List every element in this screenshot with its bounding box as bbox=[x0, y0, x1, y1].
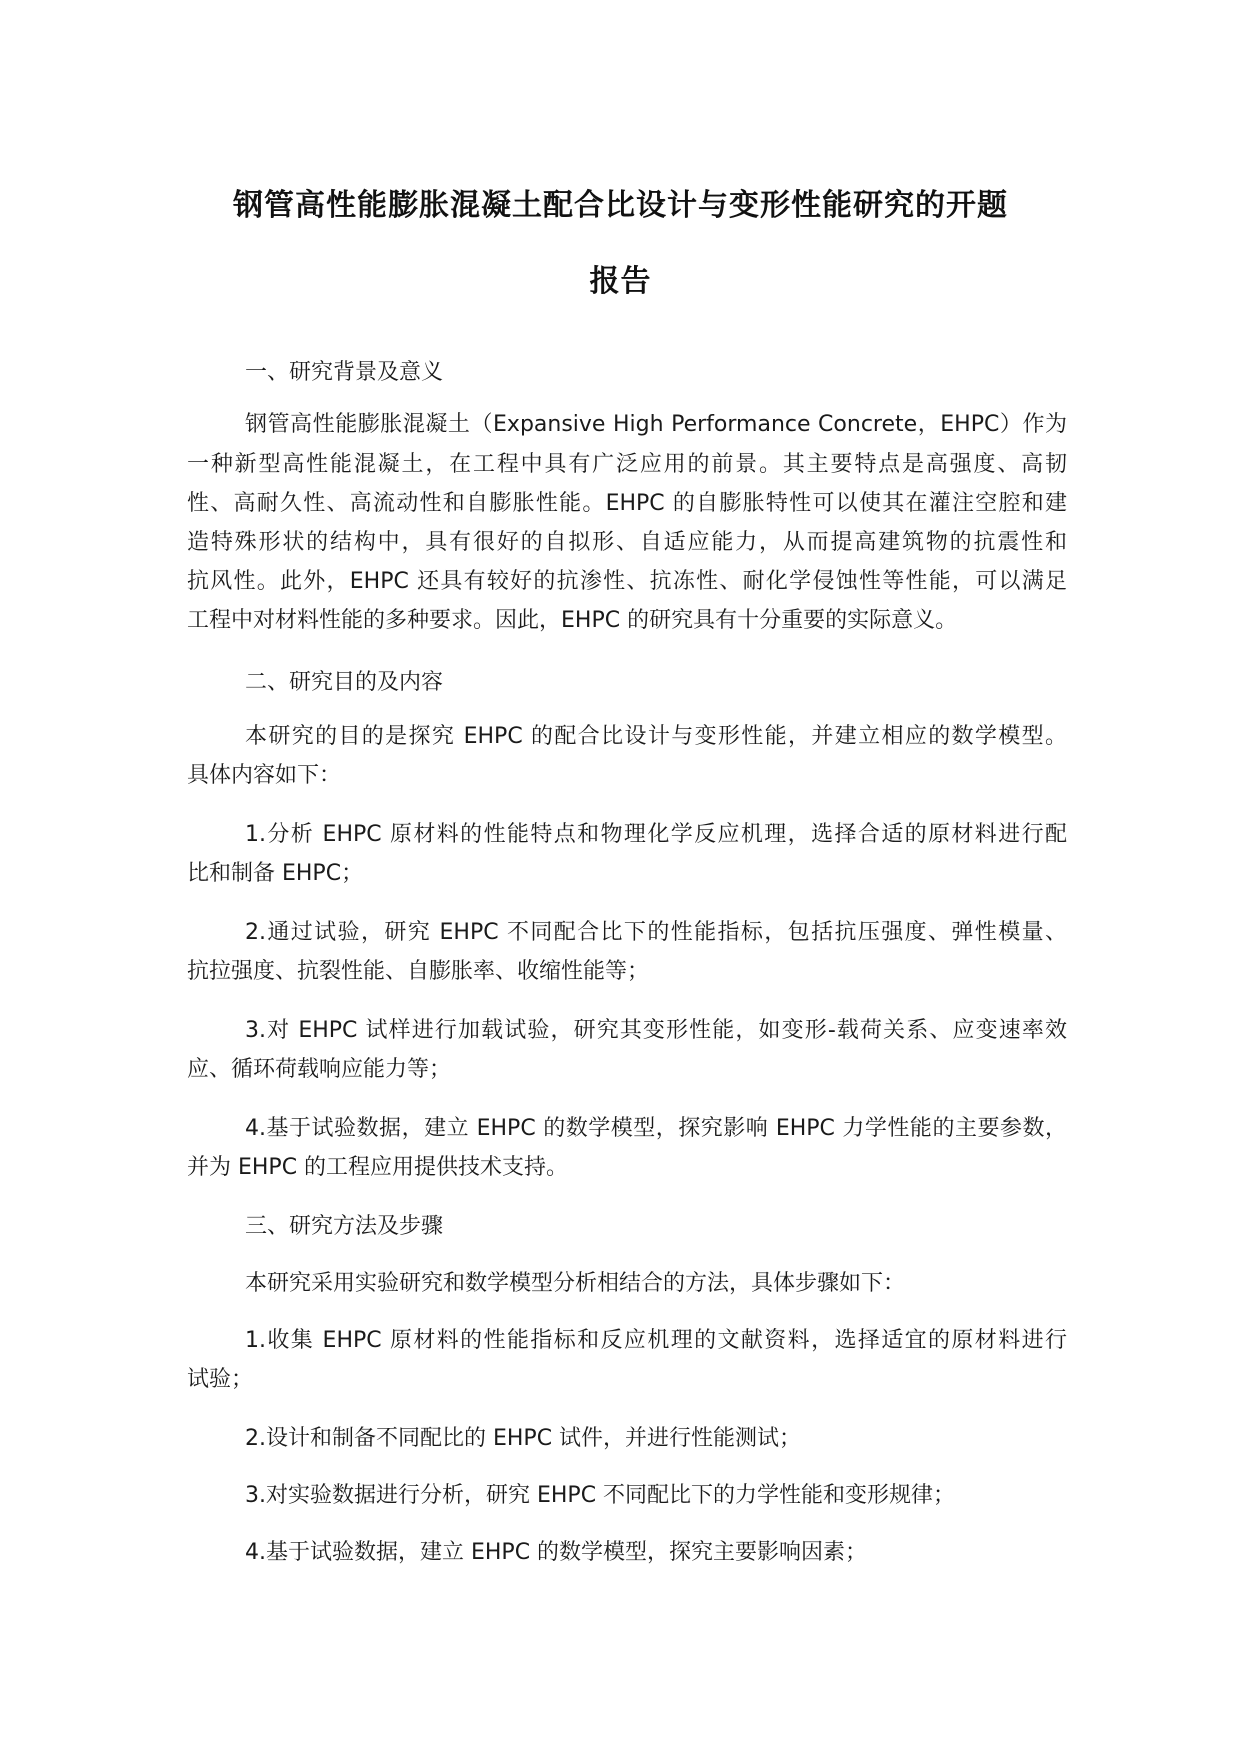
section-heading-method: 三、研究方法及步骤 bbox=[245, 1214, 444, 1239]
document-title-line-2: 报告 bbox=[589, 264, 652, 299]
list-item-line: 并为 EHPC 的工程应用提供技术支持。 bbox=[187, 1155, 569, 1180]
list-item-line: 抗拉强度、抗裂性能、自膨胀率、收缩性能等； bbox=[187, 959, 650, 984]
paragraph-line: 抗风性。此外，EHPC 还具有较好的抗渗性、抗冻性、耐化学侵蚀性等性能，可以满足 bbox=[187, 569, 1067, 594]
paragraph-line: 一种新型高性能混凝土，在工程中具有广泛应用的前景。其主要特点是高强度、高韧 bbox=[187, 452, 1067, 477]
paragraph-line: 工程中对材料性能的多种要求。因此，EHPC 的研究具有十分重要的实际意义。 bbox=[187, 608, 958, 633]
document-title-line-1: 钢管高性能膨胀混凝土配合比设计与变形性能研究的开题 bbox=[233, 188, 1008, 223]
paragraph-line: 本研究的目的是探究 EHPC 的配合比设计与变形性能，并建立相应的数学模型。 bbox=[245, 724, 1067, 749]
section-heading-background: 一、研究背景及意义 bbox=[245, 360, 444, 385]
list-item-line: 4.基于试验数据，建立 EHPC 的数学模型，探究主要影响因素； bbox=[245, 1540, 868, 1565]
list-item-line: 比和制备 EHPC； bbox=[187, 861, 364, 886]
list-item-line: 试验； bbox=[187, 1367, 254, 1392]
list-item-line: 2.通过试验，研究 EHPC 不同配合比下的性能指标，包括抗压强度、弹性模量、 bbox=[245, 920, 1067, 945]
paragraph-line: 性、高耐久性、高流动性和自膨胀性能。EHPC 的自膨胀特性可以使其在灌注空腔和建 bbox=[187, 491, 1067, 516]
list-item-line: 3.对 EHPC 试样进行加载试验，研究其变形性能，如变形-载荷关系、应变速率效 bbox=[245, 1018, 1067, 1043]
paragraph-line: 本研究采用实验研究和数学模型分析相结合的方法，具体步骤如下： bbox=[245, 1271, 906, 1296]
paragraph-line: 钢管高性能膨胀混凝土（Expansive High Performance Concrete，EHPC）作为 bbox=[245, 412, 1067, 437]
section-heading-purpose: 二、研究目的及内容 bbox=[245, 670, 444, 695]
paragraph-line: 造特殊形状的结构中，具有很好的自拟形、自适应能力，从而提高建筑物的抗震性和 bbox=[187, 530, 1067, 555]
list-item-line: 3.对实验数据进行分析，研究 EHPC 不同配比下的力学性能和变形规律； bbox=[245, 1483, 956, 1508]
list-item-line: 1.收集 EHPC 原材料的性能指标和反应机理的文献资料，选择适宜的原材料进行 bbox=[245, 1328, 1067, 1353]
list-item-line: 1.分析 EHPC 原材料的性能特点和物理化学反应机理，选择合适的原材料进行配 bbox=[245, 822, 1067, 847]
list-item-line: 应、循环荷载响应能力等； bbox=[187, 1057, 452, 1082]
list-item-line: 4.基于试验数据，建立 EHPC 的数学模型，探究影响 EHPC 力学性能的主要参数， bbox=[245, 1116, 1067, 1141]
list-item-line: 2.设计和制备不同配比的 EHPC 试件，并进行性能测试； bbox=[245, 1426, 802, 1451]
paragraph-line: 具体内容如下： bbox=[187, 763, 342, 788]
